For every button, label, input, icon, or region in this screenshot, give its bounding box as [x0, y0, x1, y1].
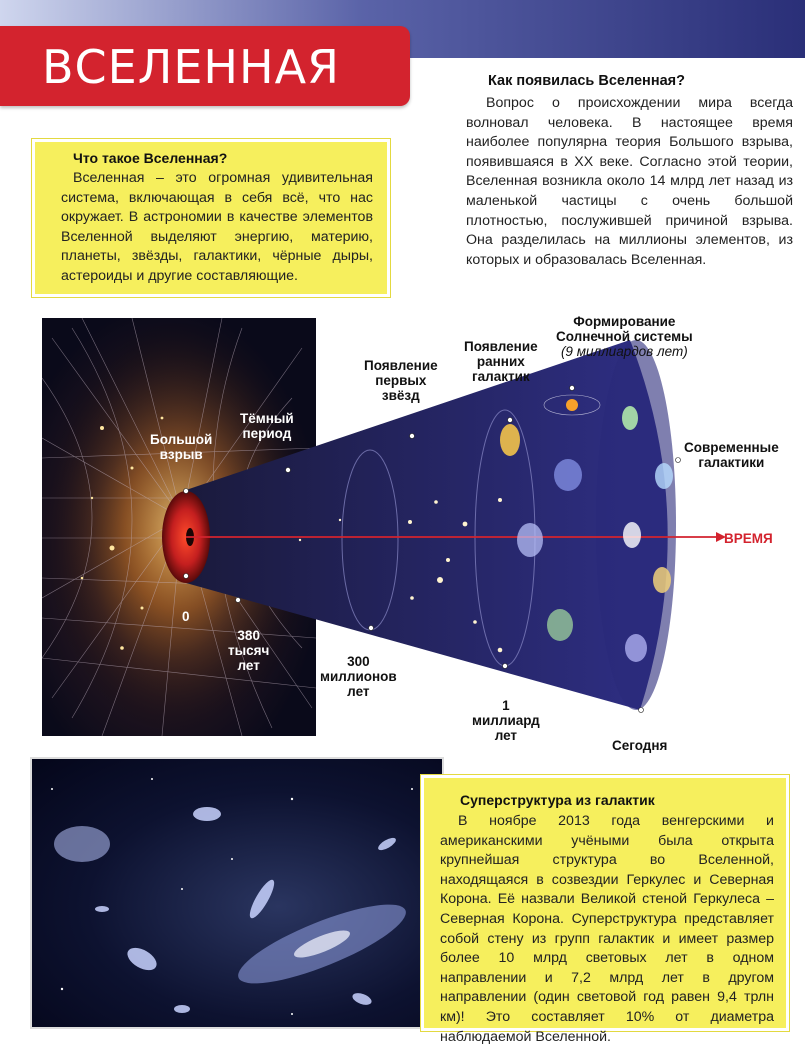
what-is-box	[32, 139, 390, 297]
label-time: ВРЕМЯ	[724, 531, 773, 546]
label-early-galaxies: Появление ранних галактик	[464, 339, 538, 384]
label-big-bang: Большой взрыв	[150, 432, 213, 462]
label-first-stars: Появление первых звёзд	[364, 358, 438, 403]
label-380-thousand: 380 тысяч лет	[228, 628, 270, 673]
label-solar-system: Формирование Солнечной системы (9 миллиардов лет)	[556, 314, 693, 359]
origin-heading: Как появилась Вселенная?	[488, 73, 685, 89]
superstructure-heading: Суперструктура из галактик	[460, 792, 655, 808]
superstructure-box	[421, 775, 789, 1045]
what-is-heading: Что такое Вселенная?	[73, 150, 228, 166]
label-300-million: 300 миллионов лет	[320, 654, 397, 699]
label-modern-galaxies: Современные галактики	[684, 440, 779, 470]
label-1-billion: 1 миллиард лет	[472, 698, 540, 743]
label-dark-period: Тёмный период	[240, 411, 294, 441]
origin-text: Вопрос о происхождении мира всегда волновал человека. В настоящее время наиболее популярна теория Большого взрыва, появившаяся в XX веке. Согласно этой теории, Вселенная возникла около 14 млрд лет назад из маленькой частицы с очень большой плотностью, послужившей причиной взрыва. Она разделилась на миллионы элементов, из которых и образовалась Вселенная.	[466, 95, 793, 268]
what-is-text: Вселенная – это огромная удивительная система, включающая в себя всё, что нас окружает. В астрономии в качестве элементов Вселенной выделяют энергию, материю, планеты, звёзды, галактики, чёрные дыры, астероиды и другие составляющие.	[61, 170, 373, 284]
galaxies-photo	[30, 757, 444, 1029]
label-today: Сегодня	[612, 738, 668, 753]
title-bar	[0, 26, 410, 106]
superstructure-text: В ноябре 2013 года венгерскими и американскими учёными была открыта крупнейшая структура во Вселенной, находящаяся в созвездии Геркулес и Северная Корона. Её назвали Великой стеной Геркулеса – Северная Корона. Суперструктура представляет собой стену из групп галактик и имеет размер более 10 млрд световых лет в одном направлении и 7,2 млрд лет в другом направлении (один световой год равен 9,4 трлн км)! Это составляет 10% от диаметра наблюдаемой Вселенной.	[440, 813, 774, 1045]
galaxy-field-image	[32, 759, 442, 1027]
label-zero: 0	[182, 609, 190, 624]
page-title: ВСЕЛЕННАЯ	[42, 40, 341, 94]
